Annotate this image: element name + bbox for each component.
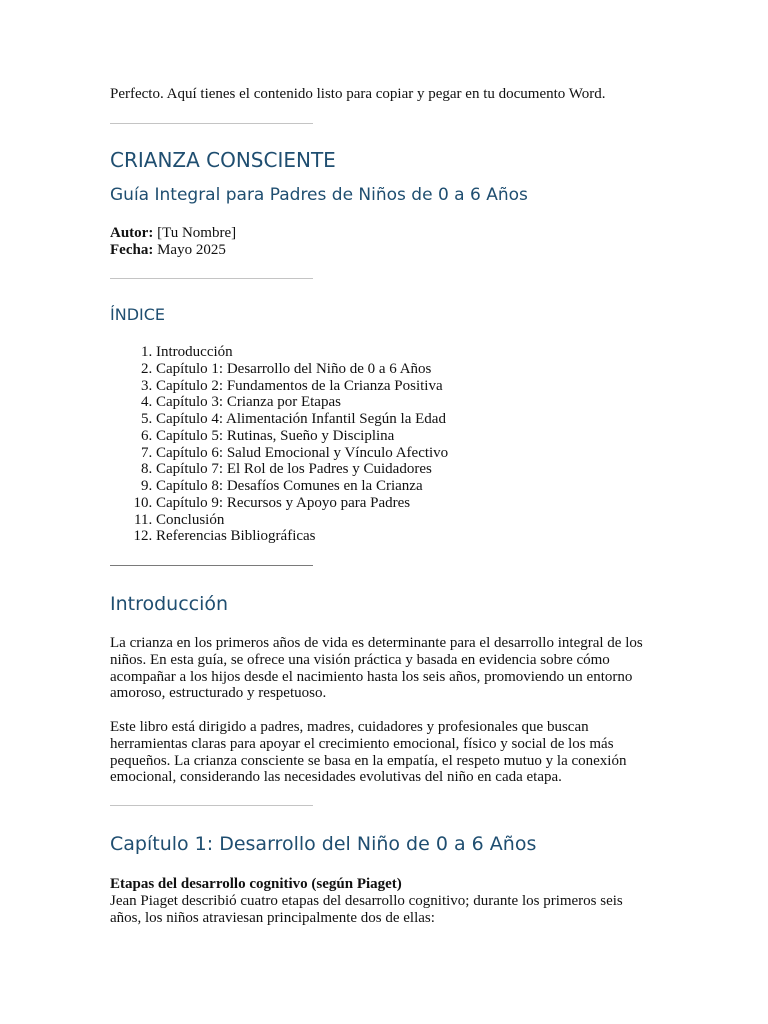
toc-item: 6. Capítulo 5: Rutinas, Sueño y Disciplina (156, 428, 448, 445)
toc-item: 1. Introducción (156, 344, 448, 361)
chapter1-heading: Capítulo 1: Desarrollo del Niño de 0 a 6 Años (110, 833, 537, 855)
author-label: Autor: (110, 225, 154, 241)
toc-item: 3. Capítulo 2: Fundamentos de la Crianza Positiva (156, 378, 448, 395)
toc-item: 8. Capítulo 7: El Rol de los Padres y Cuidadores (156, 461, 448, 478)
divider (110, 565, 313, 566)
index-heading: ÍNDICE (110, 305, 166, 324)
introduction-paragraph: Este libro está dirigido a padres, madres, cuidadores y profesionales que buscan herramientas claras para apoyar el crecimiento emocional, físico y social de los más pequeños. La crianza consciente se basa en la empatía, el respeto mutuo y la conexión emocional, considerando las necesidades evolutivas del niño en cada etapa. (110, 719, 627, 786)
toc-item: 9. Capítulo 8: Desafíos Comunes en la Crianza (156, 478, 448, 495)
toc-item: 12. Referencias Bibliográficas (156, 528, 448, 545)
toc-item: 11. Conclusión (156, 512, 448, 529)
divider (110, 805, 313, 806)
divider (110, 123, 313, 124)
chapter1-paragraph: Jean Piaget describió cuatro etapas del desarrollo cognitivo; durante los primeros seis años, los niños atraviesan principalmente dos de ellas: (110, 892, 623, 926)
preface-text: Perfecto. Aquí tienes el contenido listo para copiar y pegar en tu documento Word. (110, 86, 606, 102)
toc-item: 5. Capítulo 4: Alimentación Infantil Según la Edad (156, 411, 448, 428)
toc-item: 7. Capítulo 6: Salud Emocional y Vínculo Afectivo (156, 445, 448, 462)
date-label: Fecha: (110, 242, 154, 258)
introduction-paragraph: La crianza en los primeros años de vida es determinante para el desarrollo integral de los niños. En esta guía, se ofrece una visión práctica y basada en evidencia sobre cómo acompañar a los hijos desde el nacimiento hasta los seis años, promoviendo un entorno amoroso, estructurado y respetuoso. (110, 635, 643, 702)
author-line (110, 225, 236, 242)
divider (110, 278, 313, 279)
document-meta (110, 225, 236, 259)
toc-item: 10. Capítulo 9: Recursos y Apoyo para Padres (156, 495, 448, 512)
chapter1-subheading: Etapas del desarrollo cognitivo (según Piaget) (110, 876, 402, 892)
document-subtitle: Guía Integral para Padres de Niños de 0 a 6 Años (110, 185, 528, 205)
author-value: [Tu Nombre] (153, 225, 237, 241)
introduction-heading: Introducción (110, 593, 229, 615)
date-line (110, 242, 236, 259)
document-title: CRIANZA CONSCIENTE (110, 148, 336, 172)
date-value: Mayo 2025 (153, 242, 226, 258)
table-of-contents (110, 344, 448, 545)
chapter1-section (110, 876, 655, 926)
toc-item: 4. Capítulo 3: Crianza por Etapas (156, 394, 448, 411)
toc-item: 2. Capítulo 1: Desarrollo del Niño de 0 a 6 Años (156, 361, 448, 378)
